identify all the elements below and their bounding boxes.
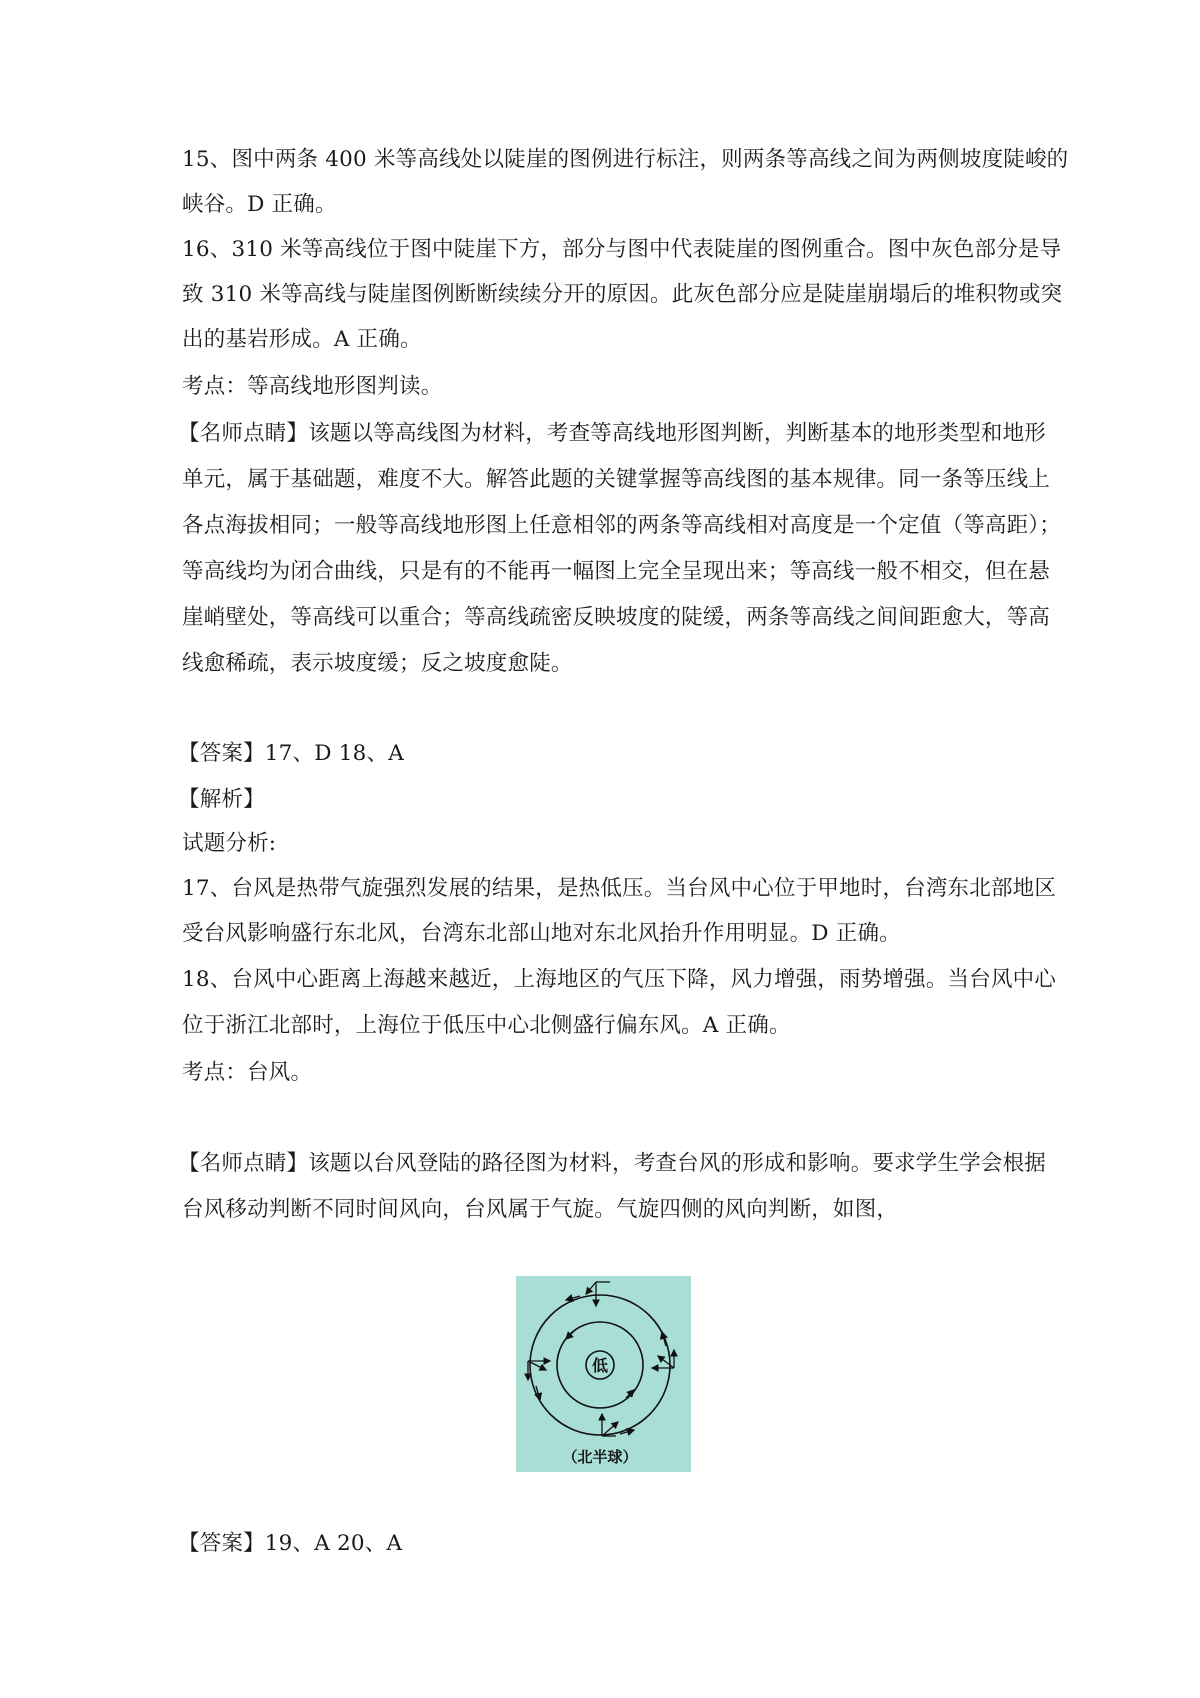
paragraph-18-line-1: 18、台风中心距离上海越来越近，上海地区的气压下降，风力增强，雨势增强。当台风中心: [182, 967, 1057, 992]
mingshi-1-line-2: 单元，属于基础题，难度不大。解答此题的关键掌握等高线图的基本规律。同一条等压线上: [182, 467, 1051, 492]
paragraph-17-line-1: 17、台风是热带气旋强烈发展的结果，是热低压。当台风中心位于甲地时，台湾东北部地区: [182, 876, 1057, 901]
paragraph-18-line-2: 位于浙江北部时，上海位于低压中心北侧盛行偏东风。A 正确。: [182, 1013, 791, 1038]
mingshi-1-line-4: 等高线均为闭合曲线，只是有的不能再一幅图上完全呈现出来；等高线一般不相交，但在悬: [182, 559, 1051, 584]
cyclone-figure: [516, 1276, 691, 1472]
shiti-fenxi: 试题分析:: [182, 831, 277, 856]
kaodian-1: 考点：等高线地形图判读。: [182, 374, 443, 399]
paragraph-17-line-2: 受台风影响盛行东北风，台湾东北部山地对东北风抬升作用明显。D 正确。: [182, 921, 901, 946]
paragraph-16-line-2: 致 310 米等高线与陡崖图例断断续续分开的原因。此灰色部分应是陡崖崩塌后的堆积物或突: [182, 282, 1063, 307]
paragraph-16-line-3: 出的基岩形成。A 正确。: [182, 327, 422, 352]
answer-17-18: 【答案】17、D 18、A: [178, 741, 404, 766]
paragraph-15-line-2: 峡谷。D 正确。: [182, 192, 337, 217]
mingshi-1-line-5: 崖峭壁处，等高线可以重合；等高线疏密反映坡度的陡缓，两条等高线之间间距愈大，等高: [182, 605, 1051, 630]
answer-19-20: 【答案】19、A 20、A: [178, 1531, 403, 1556]
figure-caption: （北半球）: [562, 1448, 638, 1466]
center-label: 低: [591, 1356, 609, 1375]
jiexi-heading: 【解析】: [178, 787, 265, 812]
kaodian-2: 考点：台风。: [182, 1060, 313, 1085]
mingshi-1-line-1: 【名师点睛】该题以等高线图为材料，考查等高线地形图判断，判断基本的地形类型和地形: [178, 421, 1047, 446]
mingshi-1-line-6: 线愈稀疏，表示坡度缓；反之坡度愈陡。: [182, 651, 573, 676]
cyclone-wind-diagram-icon: [516, 1276, 691, 1472]
paragraph-16-line-1: 16、310 米等高线位于图中陡崖下方，部分与图中代表陡崖的图例重合。图中灰色部分是导: [182, 237, 1062, 262]
paragraph-15-line-1: 15、图中两条 400 米等高线处以陡崖的图例进行标注，则两条等高线之间为两侧坡度陡峻的: [182, 147, 1069, 172]
mingshi-1-line-3: 各点海拔相同；一般等高线地形图上任意相邻的两条等高线相对高度是一个定值（等高距）；: [182, 513, 1061, 538]
mingshi-2-line-2: 台风移动判断不同时间风向，台风属于气旋。气旋四侧的风向判断，如图，: [182, 1197, 899, 1222]
mingshi-2-line-1: 【名师点睛】该题以台风登陆的路径图为材料，考查台风的形成和影响。要求学生学会根据: [178, 1151, 1047, 1176]
